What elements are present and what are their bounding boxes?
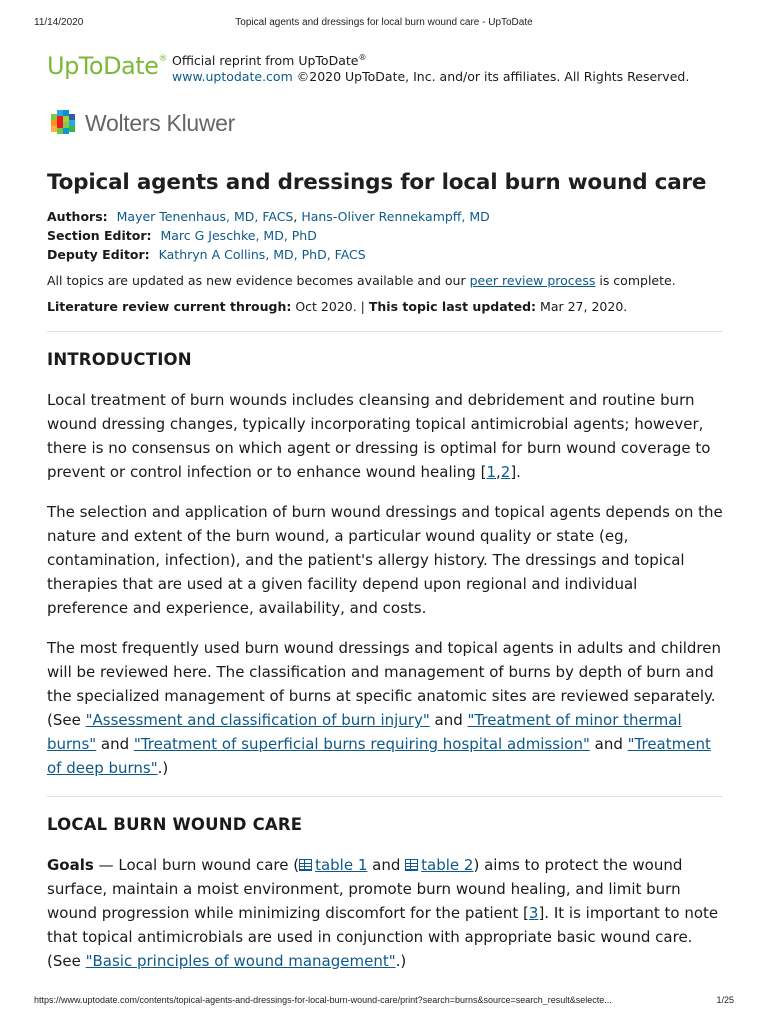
section-divider bbox=[47, 331, 723, 332]
registered-mark: ® bbox=[358, 53, 367, 62]
goals-label: Goals bbox=[47, 856, 94, 874]
last-updated-label: This topic last updated: bbox=[368, 299, 537, 314]
registered-mark: ® bbox=[158, 54, 167, 64]
paragraph-text: and bbox=[429, 711, 468, 729]
paragraph-text: The most frequently used burn wound dressings and topical agents in adults and children will be reviewed here. The classification and management of burns by depth of burn and the specialized management of burns at specific anatomic sites are reviewed separately. (See bbox=[47, 639, 722, 729]
print-header bbox=[34, 17, 734, 31]
reference-link[interactable]: 1 bbox=[486, 463, 496, 481]
copyright-text: ©2020 UpToDate, Inc. and/or its affiliates. All Rights Reserved. bbox=[296, 69, 690, 85]
intro-paragraph-1: Local treatment of burn wounds includes cleansing and debridement and routine burn wound dressing changes, typically incorporating topical antimicrobial agents; however, there is no consensus on which agent or dressing is optimal for burn wound coverage to prevent or control infection or to enhance wound healing [1,2]. bbox=[47, 391, 711, 481]
section-editor-row bbox=[47, 226, 723, 245]
article-content bbox=[47, 46, 723, 973]
uptodate-logo bbox=[47, 52, 167, 80]
publisher-row bbox=[47, 106, 723, 142]
paragraph-text: and bbox=[367, 856, 406, 874]
uptodate-site-link[interactable]: www.uptodate.com bbox=[172, 69, 293, 85]
update-note bbox=[47, 272, 723, 290]
paragraph-text: Local treatment of burn wounds includes cleansing and debridement and routine burn wound dressing changes, typically incorporating topical antimicrobial agents; however, there is no consensus on which agent or dressing is optimal for burn wound coverage to prevent or control infection or to enhance wound healing [ bbox=[47, 391, 711, 481]
paragraph-text: and bbox=[96, 735, 134, 753]
print-date: 11/14/2020 bbox=[34, 17, 84, 28]
publisher-name: Wolters Kluwer bbox=[85, 110, 236, 136]
table-2-link[interactable] bbox=[405, 856, 473, 874]
reprint-line: Official reprint from UpToDate bbox=[172, 53, 359, 69]
paragraph-text: — Local burn wound care ( bbox=[93, 856, 300, 874]
update-note-text: All topics are updated as new evidence becomes available and our bbox=[47, 273, 470, 288]
brand-row bbox=[47, 46, 723, 86]
section-editor-label: Section Editor: bbox=[47, 228, 152, 243]
reference-link[interactable]: 2 bbox=[500, 463, 511, 481]
reference-link[interactable]: 3 bbox=[528, 904, 539, 922]
intro-paragraph-3 bbox=[47, 636, 723, 780]
authors-label: Authors: bbox=[47, 209, 108, 224]
paragraph-text: ) aims to protect the wound surface, maintain a moist environment, promote burn wound healing, and limit burn wound progression while minimizing discomfort for the patient [ bbox=[47, 856, 683, 922]
section-editor-link[interactable]: Marc G Jeschke, MD, PhD bbox=[160, 228, 317, 243]
topic-link-minor-burns[interactable]: "Treatment of minor thermal burns" bbox=[47, 711, 682, 753]
table-icon bbox=[299, 859, 312, 871]
topic-link-wound-management[interactable]: "Basic principles of wound management" bbox=[85, 952, 396, 970]
paragraph-text: ]. bbox=[510, 463, 521, 481]
print-footer bbox=[34, 995, 734, 1009]
wolters-kluwer-wordmark bbox=[85, 110, 235, 137]
introduction-heading: INTRODUCTION bbox=[47, 350, 192, 369]
topic-link-superficial-burns[interactable]: "Treatment of superficial burns requiring hospital admission" bbox=[133, 735, 590, 753]
reprint-notice bbox=[172, 50, 689, 85]
paragraph-text: .) bbox=[395, 952, 407, 970]
section-divider bbox=[47, 796, 723, 797]
author-link[interactable]: Hans-Oliver Rennekampff, MD bbox=[301, 209, 490, 224]
paragraph-text: .) bbox=[157, 759, 169, 777]
author-separator: , bbox=[293, 209, 302, 224]
wolters-kluwer-globe-icon bbox=[47, 106, 79, 138]
authors-row bbox=[47, 207, 723, 226]
deputy-editor-row bbox=[47, 245, 723, 264]
topic-title: Topical agents and dressings for local burn wound care bbox=[47, 170, 707, 195]
uptodate-logo-text: UpToDate bbox=[47, 52, 159, 80]
peer-review-link[interactable]: peer review process bbox=[469, 273, 596, 288]
paragraph-text: and bbox=[589, 735, 628, 753]
lit-review-value: Oct 2020. bbox=[295, 299, 357, 314]
topic-link-deep-burns[interactable]: "Treatment of deep burns" bbox=[47, 735, 711, 777]
print-url: https://www.uptodate.com/contents/topical-agents-and-dressings-for-local-burn-wound-care/print?search=burns&source=search_result&selecte... bbox=[34, 995, 612, 1005]
local-care-heading: LOCAL BURN WOUND CARE bbox=[47, 815, 303, 834]
topic-link-assessment[interactable]: "Assessment and classification of burn injury" bbox=[85, 711, 430, 729]
intro-paragraph-2: The selection and application of burn wound dressings and topical agents depends on the nature and extent of the burn wound, a particular wound quality or state (eg, contamination, infection), and the patient's allergy history. The dressings and topical therapies that are used at a given facility depend upon regional and individual preference and experience, availability, and costs. bbox=[47, 503, 723, 617]
goals-paragraph bbox=[47, 853, 723, 973]
last-updated-value: Mar 27, 2020. bbox=[540, 299, 628, 314]
table-1-link[interactable] bbox=[299, 856, 367, 874]
table-icon bbox=[405, 859, 418, 871]
table-link-label: table 2 bbox=[421, 856, 474, 874]
paragraph-text: ]. It is important to note that topical antimicrobials are used in conjunction with appropriate basic wound care. (See bbox=[47, 904, 719, 970]
print-doc-title: Topical agents and dressings for local burn wound care - UpToDate bbox=[235, 17, 533, 28]
table-link-label: table 1 bbox=[315, 856, 368, 874]
update-note-text: is complete. bbox=[595, 273, 676, 288]
article-byline bbox=[47, 207, 723, 264]
page-number: 1/25 bbox=[716, 995, 734, 1005]
review-dates: Literature review current through: Oct 2020. | This topic last updated: Mar 27, 2020. bbox=[47, 299, 628, 314]
deputy-editor-label: Deputy Editor: bbox=[47, 247, 150, 262]
author-link[interactable]: Mayer Tenenhaus, MD, FACS bbox=[116, 209, 294, 224]
deputy-editor-link[interactable]: Kathryn A Collins, MD, PhD, FACS bbox=[158, 247, 366, 262]
lit-review-label: Literature review current through: bbox=[47, 299, 292, 314]
